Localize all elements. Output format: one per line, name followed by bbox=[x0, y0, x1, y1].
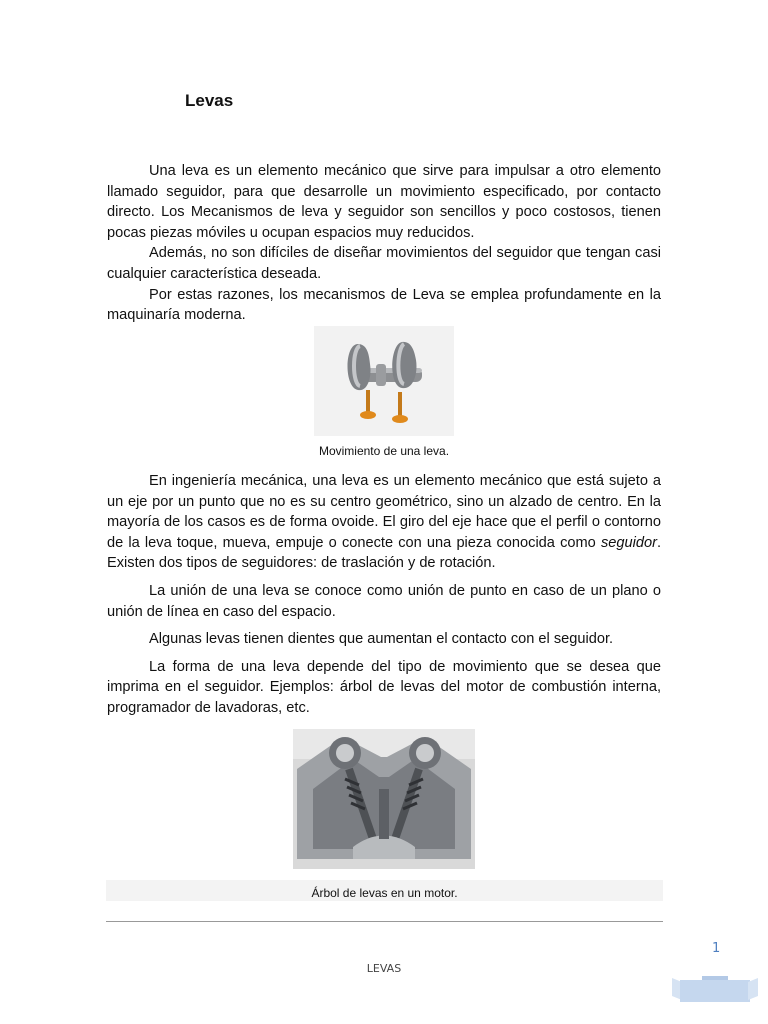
footer-label: LEVAS bbox=[366, 962, 402, 975]
figure-caption: Movimiento de una leva. bbox=[318, 444, 450, 458]
engine-cutaway-illustration bbox=[293, 729, 475, 869]
paragraph: Una leva es un elemento mecánico que sirve para impulsar a otro elemento llamado seguidor, para que desarrolle un movimiento especificado, por contacto directo. Los Mecanismos de leva y seguidor son sencillos y poco costosos, tienen pocas piezas móviles u ocupan espacios muy reducidos. bbox=[107, 163, 661, 241]
paragraph-text: En ingeniería mecánica, una leva es un elemento mecánico que está sujeto a un eje por un punto que no es su centro geométrico, sino un alzado de centro. En la mayoría de los casos es de forma ovoide. El giro del eje hace que el perfil o contorno de la leva toque, mueva, empuje o conecte con una pieza conocida como bbox=[107, 473, 661, 551]
paragraph: Algunas levas tienen dientes que aumentan el contacto con el seguidor. bbox=[149, 631, 614, 648]
camshaft-engine-figure bbox=[293, 729, 475, 869]
paragraph: Por estas razones, los mecanismos de Leva se emplea profundamente en la maquinaría moderna. bbox=[107, 286, 661, 324]
paragraph: La forma de una leva depende del tipo de movimiento que se desea que imprima en el seguidor. Ejemplos: árbol de levas del motor de combustión interna, programador de lavadoras, etc. bbox=[107, 658, 661, 716]
emphasis-text: seguidor bbox=[600, 534, 657, 551]
intro-text bbox=[107, 161, 661, 326]
paragraph: La unión de una leva se conoce como unión de punto en caso de un plano o unión de línea en caso del espacio. bbox=[107, 582, 661, 620]
footer-divider bbox=[106, 921, 663, 922]
paragraph-text: . Existen dos tipos de seguidores: de traslación y de rotación. bbox=[107, 534, 661, 572]
cam-movement-figure bbox=[314, 326, 454, 436]
document-title: Levas bbox=[185, 91, 234, 110]
paragraph bbox=[107, 471, 661, 574]
figure-caption-box bbox=[106, 880, 663, 901]
page-ribbon-decoration bbox=[672, 974, 758, 1004]
body-text bbox=[107, 471, 661, 726]
figure-caption: Árbol de levas en un motor. bbox=[311, 886, 458, 900]
page-number: 1 bbox=[712, 941, 721, 956]
cam-illustration bbox=[314, 326, 454, 436]
paragraph: Además, no son difíciles de diseñar movimientos del seguidor que tengan casi cualquier característica deseada. bbox=[107, 245, 661, 282]
